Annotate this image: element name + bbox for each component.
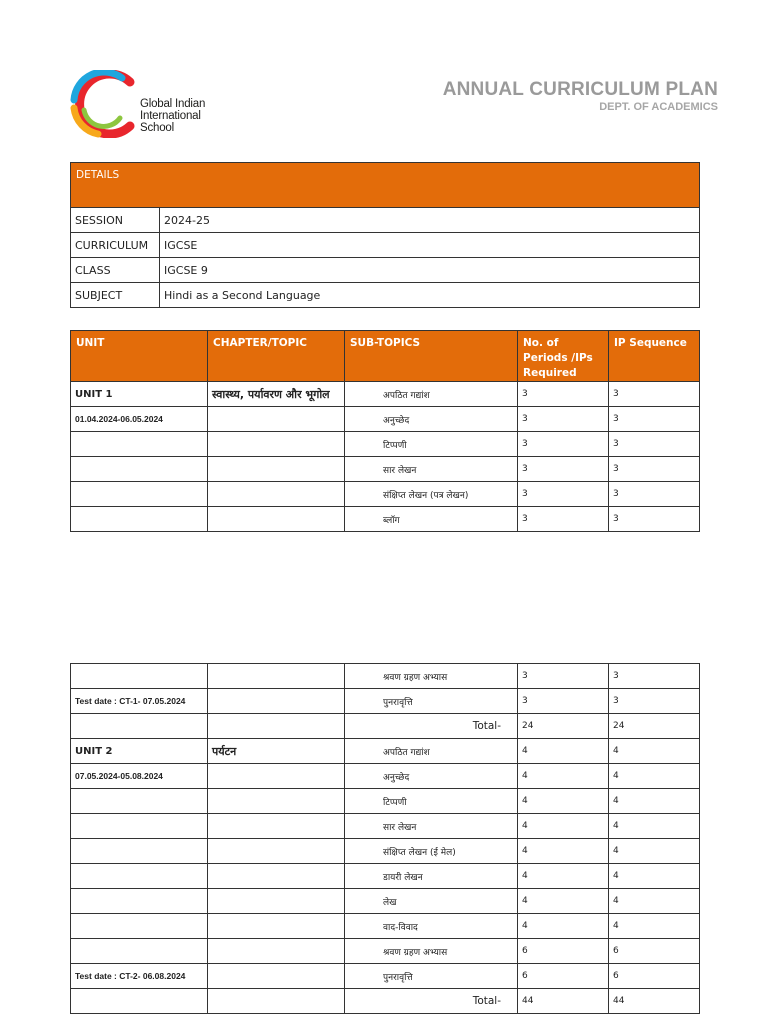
periods-cell: 24	[518, 714, 609, 739]
school-name-line2: International	[140, 110, 201, 122]
details-table	[70, 162, 700, 308]
subtopic-cell: संक्षिप्त लेखन (पत्र लेखन)	[345, 482, 518, 507]
school-name	[140, 98, 205, 134]
table-row	[71, 939, 700, 964]
table-row	[71, 739, 700, 764]
details-label: SUBJECT	[71, 283, 160, 308]
periods-cell: 3	[518, 382, 609, 407]
table-row	[71, 689, 700, 714]
unit-cell: UNIT 1	[71, 382, 208, 407]
table-row	[71, 764, 700, 789]
unit-cell	[71, 714, 208, 739]
header-periods: No. of Periods /IPs Required	[518, 331, 609, 382]
chapter-cell	[208, 839, 345, 864]
ip-sequence-cell: 3	[609, 457, 700, 482]
periods-cell: 3	[518, 457, 609, 482]
subtopic-cell: सार लेखन	[345, 814, 518, 839]
school-logo-icon	[68, 70, 138, 138]
periods-cell: 4	[518, 764, 609, 789]
subtopic-cell: अनुच्छेद	[345, 764, 518, 789]
chapter-cell: स्वास्थ्य, पर्यावरण और भूगोल	[208, 382, 345, 407]
unit-cell	[71, 839, 208, 864]
table-row	[71, 964, 700, 989]
header-unit: UNIT	[71, 331, 208, 382]
unit-cell: 07.05.2024-05.08.2024	[71, 764, 208, 789]
ip-sequence-cell: 6	[609, 964, 700, 989]
subtopic-cell: ब्लॉग	[345, 507, 518, 532]
curriculum-table-2	[70, 663, 700, 1014]
ip-sequence-cell: 3	[609, 689, 700, 714]
table-row	[71, 432, 700, 457]
unit-cell	[71, 989, 208, 1014]
details-value: IGCSE 9	[160, 258, 700, 283]
chapter-cell	[208, 507, 345, 532]
ip-sequence-cell: 4	[609, 864, 700, 889]
total-label: Total-	[345, 714, 518, 739]
subtopic-cell: पुनरावृत्ति	[345, 689, 518, 714]
header-subtopics: SUB-TOPICS	[345, 331, 518, 382]
table-row	[71, 914, 700, 939]
unit-cell: Test date : CT-2- 06.08.2024	[71, 964, 208, 989]
subtopic-cell: सार लेखन	[345, 457, 518, 482]
ip-sequence-cell: 24	[609, 714, 700, 739]
table-row	[71, 789, 700, 814]
table-row	[71, 457, 700, 482]
details-value: IGCSE	[160, 233, 700, 258]
subtopic-cell: संक्षिप्त लेखन (ई मेल)	[345, 839, 518, 864]
unit-cell: UNIT 2	[71, 739, 208, 764]
unit-cell	[71, 889, 208, 914]
chapter-cell	[208, 664, 345, 689]
unit-cell	[71, 814, 208, 839]
subtopic-cell: अनुच्छेद	[345, 407, 518, 432]
periods-cell: 3	[518, 482, 609, 507]
details-label: SESSION	[71, 208, 160, 233]
periods-cell: 4	[518, 864, 609, 889]
periods-cell: 3	[518, 432, 609, 457]
periods-cell: 4	[518, 914, 609, 939]
periods-cell: 3	[518, 507, 609, 532]
periods-cell: 6	[518, 939, 609, 964]
unit-cell	[71, 864, 208, 889]
unit-cell: Test date : CT-1- 07.05.2024	[71, 689, 208, 714]
ip-sequence-cell: 3	[609, 432, 700, 457]
details-row	[71, 258, 700, 283]
subtopic-cell: टिप्पणी	[345, 432, 518, 457]
table-row	[71, 864, 700, 889]
ip-sequence-cell: 6	[609, 939, 700, 964]
details-label: CLASS	[71, 258, 160, 283]
table-row	[71, 507, 700, 532]
page-subtitle: DEPT. OF ACADEMICS	[599, 101, 718, 113]
table-row	[71, 482, 700, 507]
school-name-line1: Global Indian	[140, 98, 206, 110]
ip-sequence-cell: 3	[609, 507, 700, 532]
ip-sequence-cell: 44	[609, 989, 700, 1014]
unit-cell: 01.04.2024-06.05.2024	[71, 407, 208, 432]
periods-cell: 3	[518, 664, 609, 689]
periods-cell: 4	[518, 889, 609, 914]
details-label: CURRICULUM	[71, 233, 160, 258]
curriculum-table-1	[70, 330, 700, 532]
chapter-cell	[208, 457, 345, 482]
unit-cell	[71, 914, 208, 939]
chapter-cell	[208, 689, 345, 714]
chapter-cell	[208, 964, 345, 989]
chapter-cell	[208, 764, 345, 789]
unit-cell	[71, 432, 208, 457]
chapter-cell	[208, 789, 345, 814]
chapter-cell	[208, 432, 345, 457]
unit-cell	[71, 664, 208, 689]
subtopic-cell: वाद-विवाद	[345, 914, 518, 939]
periods-cell: 3	[518, 407, 609, 432]
unit-cell	[71, 789, 208, 814]
chapter-cell	[208, 814, 345, 839]
chapter-cell	[208, 989, 345, 1014]
chapter-cell: पर्यटन	[208, 739, 345, 764]
ip-sequence-cell: 4	[609, 814, 700, 839]
ip-sequence-cell: 4	[609, 889, 700, 914]
school-logo	[68, 70, 218, 138]
periods-cell: 4	[518, 814, 609, 839]
total-label: Total-	[345, 989, 518, 1014]
periods-cell: 4	[518, 739, 609, 764]
ip-sequence-cell: 3	[609, 382, 700, 407]
periods-cell: 4	[518, 789, 609, 814]
table-row	[71, 714, 700, 739]
unit-cell	[71, 482, 208, 507]
ip-sequence-cell: 4	[609, 914, 700, 939]
table-row	[71, 664, 700, 689]
periods-cell: 3	[518, 689, 609, 714]
unit-cell	[71, 507, 208, 532]
table-row	[71, 989, 700, 1014]
subtopic-cell: अपठित गद्यांश	[345, 382, 518, 407]
details-row	[71, 233, 700, 258]
periods-cell: 44	[518, 989, 609, 1014]
table-row	[71, 382, 700, 407]
subtopic-cell: टिप्पणी	[345, 789, 518, 814]
details-value: Hindi as a Second Language	[160, 283, 700, 308]
page-title: ANNUAL CURRICULUM PLAN	[442, 79, 718, 100]
table-row	[71, 407, 700, 432]
chapter-cell	[208, 714, 345, 739]
subtopic-cell: डायरी लेखन	[345, 864, 518, 889]
header-chapter: CHAPTER/TOPIC	[208, 331, 345, 382]
unit-cell	[71, 457, 208, 482]
ip-sequence-cell: 4	[609, 739, 700, 764]
chapter-cell	[208, 482, 345, 507]
periods-cell: 4	[518, 839, 609, 864]
table-row	[71, 889, 700, 914]
ip-sequence-cell: 4	[609, 789, 700, 814]
chapter-cell	[208, 407, 345, 432]
subtopic-cell: श्रवण ग्रहण अभ्यास	[345, 664, 518, 689]
ip-sequence-cell: 4	[609, 839, 700, 864]
chapter-cell	[208, 939, 345, 964]
header-ip-sequence: IP Sequence	[609, 331, 700, 382]
ip-sequence-cell: 3	[609, 664, 700, 689]
details-value: 2024-25	[160, 208, 700, 233]
chapter-cell	[208, 914, 345, 939]
subtopic-cell: लेख	[345, 889, 518, 914]
subtopic-cell: अपठित गद्यांश	[345, 739, 518, 764]
details-row	[71, 283, 700, 308]
periods-cell: 6	[518, 964, 609, 989]
chapter-cell	[208, 889, 345, 914]
ip-sequence-cell: 3	[609, 407, 700, 432]
details-row	[71, 208, 700, 233]
chapter-cell	[208, 864, 345, 889]
school-name-line3: School	[140, 122, 174, 134]
unit-cell	[71, 939, 208, 964]
table-row	[71, 839, 700, 864]
ip-sequence-cell: 4	[609, 764, 700, 789]
details-heading: DETAILS	[71, 163, 700, 208]
subtopic-cell: श्रवण ग्रहण अभ्यास	[345, 939, 518, 964]
ip-sequence-cell: 3	[609, 482, 700, 507]
table-row	[71, 814, 700, 839]
subtopic-cell: पुनरावृत्ति	[345, 964, 518, 989]
